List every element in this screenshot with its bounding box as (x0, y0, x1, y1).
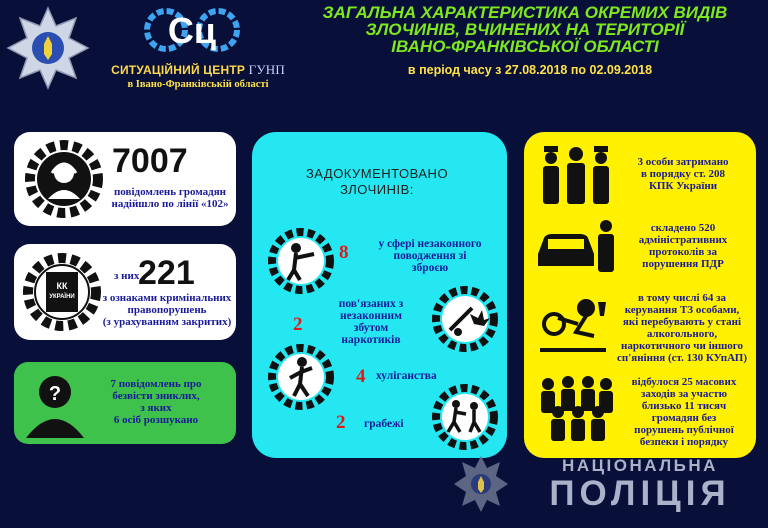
page-title (290, 4, 760, 55)
crime-number: 221 (138, 254, 195, 292)
drunk-line-1: в тому числі 64 за (637, 292, 727, 304)
events-line-1: відбулося 25 масових (631, 376, 737, 388)
drunk-line-5: наркотичного чи іншого (621, 340, 743, 352)
missing-panel (14, 362, 236, 444)
calls-line-1: повідомлень громадян (113, 186, 227, 198)
protocols-line-4: порушення ПДР (642, 258, 724, 270)
drugs-label-line-2: незаконним (339, 310, 403, 322)
kk-line-2: УКРАЇНИ (49, 294, 75, 300)
situation-center-logo-icon (144, 6, 240, 58)
missing-text (86, 378, 226, 426)
title-line-2: ЗЛОЧИНІВ, ВЧИНЕНИХ НА ТЕРИТОРІЇ (365, 20, 685, 39)
period-text: в період часу з 27.08.2018 по 02.09.2018 (407, 63, 653, 77)
robbery-count: 2 (336, 412, 346, 433)
kk-label (45, 281, 79, 303)
protocols-line-1: складено 520 (650, 222, 716, 234)
crime-line-1: з ознаками кримінальних (102, 292, 232, 304)
protocols-line-2: адміністративних (638, 234, 728, 246)
events-line-2: заходів за участю (640, 388, 728, 400)
center-region: в Івано-Франківській області (127, 79, 269, 90)
drunk-text (612, 292, 752, 364)
crime-prefix: з них (114, 270, 140, 282)
missing-line-3: з яких (140, 402, 172, 414)
weapons-label-line-2: поводження зі (393, 250, 467, 262)
calls-line-2: надійшло по лінії «102» (111, 198, 229, 210)
svg-text:?: ? (48, 383, 62, 405)
police-officers-icon (534, 140, 618, 206)
detained-line-3: КПК України (648, 180, 718, 192)
drugs-label (316, 298, 426, 346)
hooligan-count: 4 (356, 366, 366, 387)
missing-line-1: 7 повідомлень про (110, 378, 202, 390)
gunman-icon (266, 226, 336, 296)
robbery-label: грабежі (364, 418, 404, 430)
police-label-line-1: НАЦІОНАЛЬНА (562, 456, 718, 475)
title-line-1: ЗАГАЛЬНА ХАРАКТЕРИСТИКА ОКРЕМИХ ВИДІВ (322, 3, 728, 22)
hooligan-label: хуліганства (376, 370, 437, 382)
center-name-suffix: ГУНП (248, 62, 285, 77)
drunk-driver-icon (536, 294, 616, 354)
crimes-panel (14, 244, 236, 340)
title-line-3: ІВАНО-ФРАНКІВСЬКОЇ ОБЛАСТІ (391, 37, 659, 56)
events-text (618, 376, 750, 448)
detained-text (618, 156, 748, 192)
drugs-label-line-3: збутом (353, 322, 389, 334)
crowd-icon (534, 372, 618, 442)
operator-headset-icon (22, 137, 106, 221)
protocols-text (618, 222, 748, 270)
drunk-line-4: алкогольного, (646, 328, 718, 340)
calls-text (106, 186, 234, 210)
detained-line-2: в порядку ст. 208 (640, 168, 726, 180)
crime-text (100, 292, 234, 328)
documented-heading-line-1: ЗАДОКУМЕНТОВАНО (305, 166, 449, 181)
car-officer-icon (534, 214, 618, 274)
calls-number: 7007 (112, 142, 188, 180)
calls-panel (14, 132, 236, 226)
police-emblem-icon (454, 454, 508, 514)
protocols-line-3: протоколів за (649, 246, 717, 258)
missing-line-4: 6 осіб розшукано (113, 414, 199, 426)
weapons-label-line-1: у сфері незаконного (378, 238, 482, 250)
events-line-5: порушень публічної (634, 424, 734, 436)
drugs-icon (430, 284, 500, 354)
center-name (100, 62, 296, 78)
drugs-count: 2 (293, 314, 303, 335)
drunk-line-6: сп'яніння (ст. 130 КУпАП) (616, 352, 748, 364)
police-label-line-2: ПОЛІЦІЯ (549, 474, 731, 513)
drunk-line-2: керування ТЗ особами, (624, 304, 740, 316)
crime-line-2: правопорушень (127, 304, 207, 316)
weapons-count: 8 (339, 242, 349, 263)
center-name-main: СИТУАЦІЙНИЙ ЦЕНТР (111, 63, 249, 77)
events-line-3: близько 11 тисяч (641, 400, 727, 412)
events-line-6: безпеки і порядку (639, 436, 729, 448)
weapons-label (360, 238, 500, 274)
drunk-line-3: які перебувають у стані (622, 316, 742, 328)
police-star-icon (6, 6, 90, 90)
unknown-person-icon (22, 368, 88, 438)
kk-line-1: КК (56, 281, 68, 291)
hooligan-icon (266, 342, 336, 412)
drugs-label-line-4: наркотиків (341, 334, 401, 346)
crime-line-3: (з урахуванням закритих) (102, 316, 232, 328)
documented-heading-line-2: ЗЛОЧИНІВ: (340, 182, 414, 197)
robbery-icon (430, 382, 500, 452)
events-line-4: громадян без (651, 412, 717, 424)
weapons-label-line-3: зброєю (411, 262, 449, 274)
detained-line-1: 3 особи затримано (637, 156, 729, 168)
documented-heading (282, 166, 472, 198)
sc-logo-text: Сц (167, 10, 217, 51)
drugs-label-line-1: пов'язаних з (338, 298, 404, 310)
missing-line-2: безвісти зниклих, (112, 390, 200, 402)
